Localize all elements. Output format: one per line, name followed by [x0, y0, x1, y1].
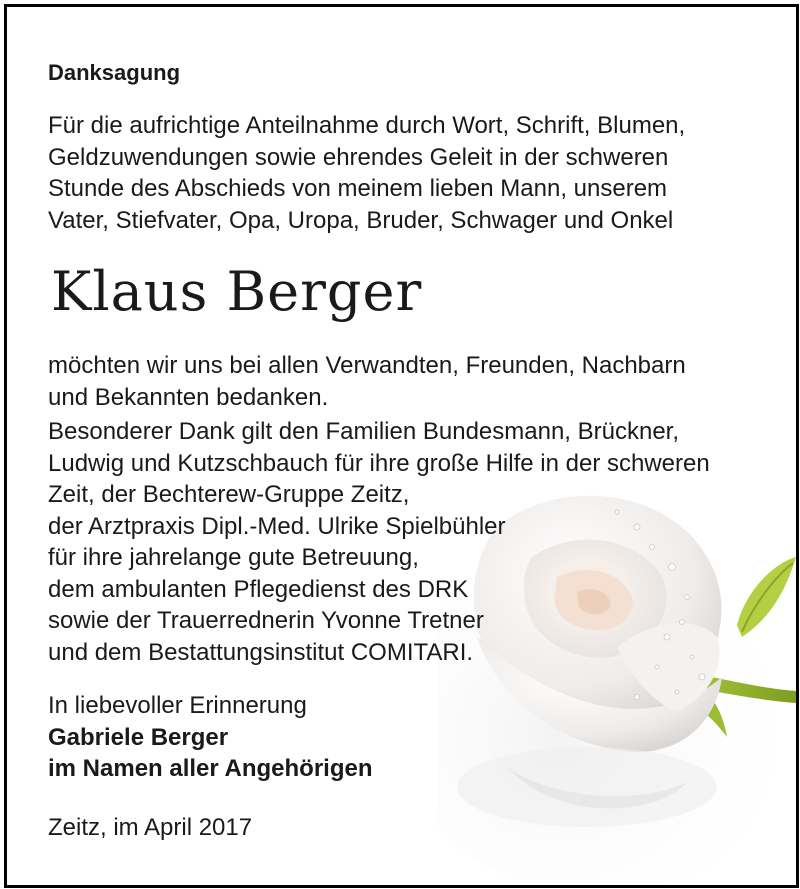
thanks-paragraph — [48, 350, 686, 413]
place-date: Zeitz, im April 2017 — [48, 814, 253, 841]
special-line: dem ambulanten Pflegedienst des DRK — [48, 575, 469, 603]
on-behalf-line: im Namen aller Angehörigen — [48, 755, 373, 782]
deceased-name: Klaus Berger — [51, 260, 423, 323]
intro-line: Für die aufrichtige Anteilnahme durch Wort, Schrift, Blumen, — [48, 112, 686, 139]
thanks-line: und Bekannten bedanken. — [48, 383, 329, 411]
signer-name: Gabriele Berger — [48, 723, 229, 751]
signature-block — [48, 690, 373, 785]
special-line: Zeit, der Bechterew-Gruppe Zeitz, — [48, 481, 410, 508]
special-line: Ludwig und Kutzschbauch für ihre große Hilfe in der schweren — [48, 449, 710, 477]
intro-line: Vater, Stiefvater, Opa, Uropa, Bruder, Schwager und Onkel — [48, 206, 674, 234]
closing-line: In liebevoller Erinnerung — [48, 692, 307, 719]
notice-frame — [4, 4, 799, 888]
special-line: sowie der Trauerrednerin Yvonne Tretner — [48, 607, 484, 634]
intro-line: Stunde des Abschieds von meinem lieben Mann, unserem — [48, 175, 668, 202]
special-line: Besonderer Dank gilt den Familien Bundesmann, Brückner, — [48, 418, 680, 445]
special-thanks-paragraph — [48, 416, 710, 668]
intro-line: Geldzuwendungen sowie ehrendes Geleit in der schweren — [48, 143, 669, 171]
heading: Danksagung — [48, 60, 181, 85]
special-line: der Arztpraxis Dipl.-Med. Ulrike Spielbühler — [48, 512, 506, 540]
intro-paragraph — [48, 110, 685, 236]
thanks-line: möchten wir uns bei allen Verwandten, Freunden, Nachbarn — [48, 352, 686, 379]
special-line: und dem Bestattungsinstitut COMITARI. — [48, 638, 474, 666]
special-line: für ihre jahrelange gute Betreuung, — [48, 544, 419, 571]
